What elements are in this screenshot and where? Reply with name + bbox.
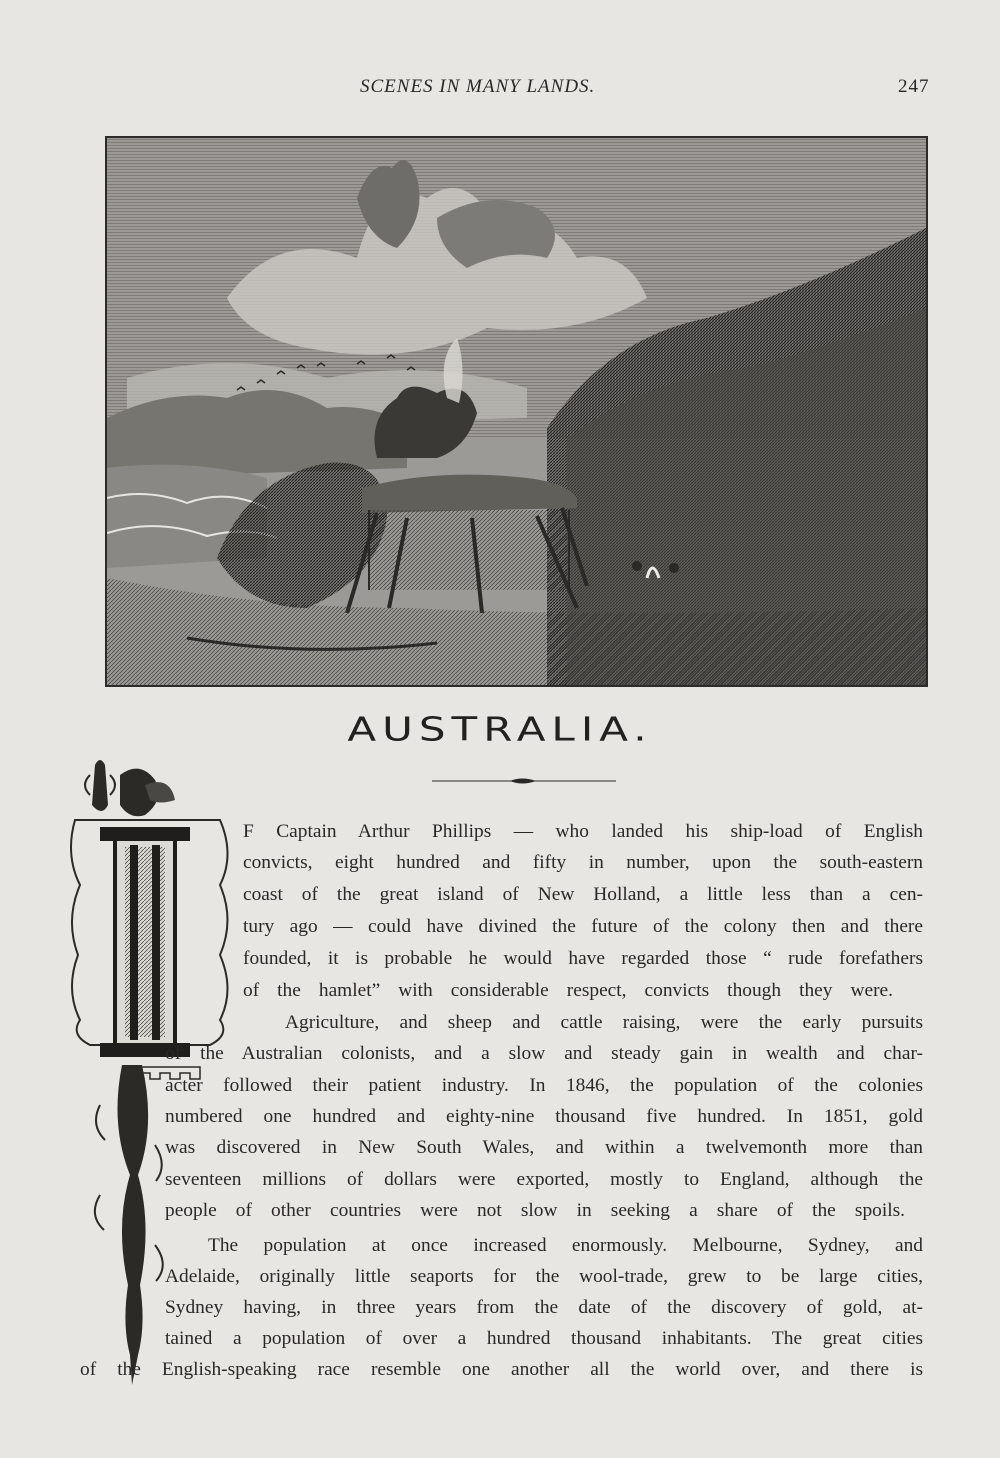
- text-line-16: Sydney having, in three years from the date of the discovery of gold, at-: [165, 1297, 923, 1318]
- coastal-hut-engraving: [107, 138, 926, 685]
- ornamental-rule: [432, 776, 616, 786]
- page-number: 247: [898, 76, 930, 97]
- text-line-10: numbered one hundred and eighty-nine thousand five hundred. In 1851, gold: [165, 1106, 923, 1127]
- chapter-title: AUSTRALIA.: [347, 710, 653, 749]
- text-line-18: of the English-speaking race resemble one another all the world over, and there is: [80, 1359, 923, 1380]
- text-line-14: The population at once increased enormously. Melbourne, Sydney, and: [208, 1235, 923, 1256]
- text-line-11: was discovered in New South Wales, and within a twelvemonth more than: [165, 1137, 923, 1158]
- text-line-3: coast of the great island of New Holland, a little less than a cen-: [243, 884, 923, 905]
- text-line-1: F Captain Arthur Phillips — who landed his ship-load of English: [243, 821, 923, 842]
- text-line-13: people of other countries were not slow in seeking a share of the spoils.: [165, 1200, 905, 1221]
- text-line-7: Agriculture, and sheep and cattle raising, were the early pursuits: [285, 1012, 923, 1033]
- decorated-initial-letter: [60, 745, 235, 1385]
- text-line-8: of the Australian colonists, and a slow and steady gain in wealth and char-: [165, 1043, 923, 1064]
- text-line-6: of the hamlet” with considerable respect, convicts though they were.: [243, 980, 893, 1001]
- text-line-9: acter followed their patient industry. In 1846, the population of the colonies: [165, 1075, 923, 1096]
- text-line-15: Adelaide, originally little seaports for the wool-trade, grew to be large cities,: [165, 1266, 923, 1287]
- text-line-17: tained a population of over a hundred thousand inhabitants. The great cities: [165, 1328, 923, 1349]
- text-line-4: tury ago — could have divined the future of the colony then and there: [243, 916, 923, 937]
- running-title: SCENES IN MANY LANDS.: [360, 76, 596, 97]
- text-line-2: convicts, eight hundred and fifty in number, upon the south-eastern: [243, 852, 923, 873]
- text-line-5: founded, it is probable he would have regarded those “ rude forefathers: [243, 948, 923, 969]
- text-line-12: seventeen millions of dollars were exported, mostly to England, although the: [165, 1169, 923, 1190]
- engraving-illustration: [105, 136, 928, 687]
